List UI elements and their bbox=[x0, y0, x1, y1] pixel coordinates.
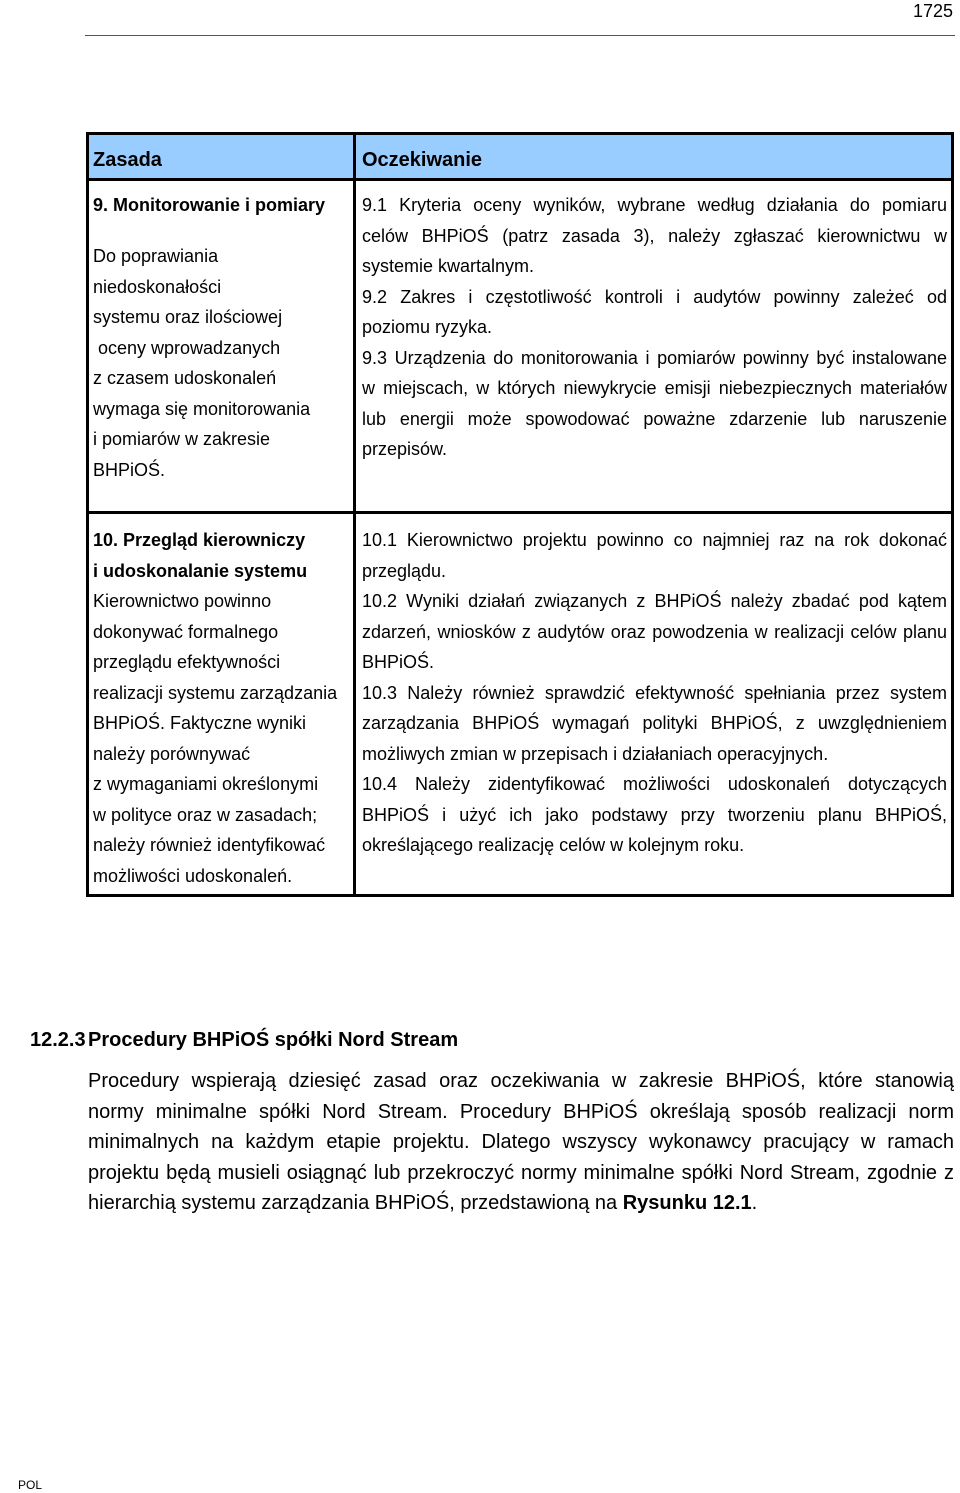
principle-text bbox=[93, 241, 351, 485]
page-number: 1725 bbox=[912, 1, 953, 21]
expectation-line: 10.1 Kierownictwo projektu powinno co najmniej raz na rok dokonać bbox=[362, 530, 947, 550]
expectation-line: systemie kwartalnym. bbox=[362, 256, 535, 276]
paragraph-text: hierarchią systemu zarządzania BHPiOŚ, przedstawioną na bbox=[88, 1192, 623, 1214]
principle-title: 9. Monitorowanie i pomiary bbox=[93, 195, 326, 215]
expectations-cell-10 bbox=[362, 525, 947, 861]
paragraph-line: Procedury wspierają dziesięć zasad oraz oczekiwania w zakresie BHPiOŚ, które stanowią bbox=[88, 1070, 954, 1092]
expectation-line: poziomu ryzyka. bbox=[362, 317, 493, 337]
expectation-9-3 bbox=[362, 343, 947, 465]
table-header-divider bbox=[86, 178, 954, 181]
expectation-line: określającego realizację celów w kolejnym roku. bbox=[362, 835, 745, 855]
principle-text-line: z czasem udoskonaleń bbox=[93, 368, 277, 388]
principle-text-line: należy również identyfikować bbox=[93, 835, 326, 855]
principle-text-line: i pomiarów w zakresie bbox=[93, 429, 271, 449]
figure-reference: Rysunku 12.1 bbox=[622, 1192, 752, 1214]
expectation-line: BHPiOŚ. bbox=[362, 652, 435, 672]
principle-text-line: należy porównywać bbox=[93, 743, 251, 764]
expectation-line: przepisów. bbox=[362, 439, 448, 459]
principle-text-line: systemu oraz ilościowej bbox=[93, 307, 283, 327]
principle-cell-9 bbox=[93, 190, 351, 485]
principle-text-line: w polityce oraz w zasadach; bbox=[93, 804, 318, 825]
expectation-line: zdarzeń, wniosków z audytów oraz powodzenia w realizacji celów planu bbox=[362, 621, 947, 642]
expectation-line: 9.2 Zakres i częstotliwość kontroli i audytów powinny zależeć od bbox=[362, 286, 947, 307]
expectation-line: zarządzania BHPiOŚ wymagań polityki BHPiOŚ, z uwzględnieniem bbox=[362, 713, 947, 733]
principle-text-line: Do poprawiania bbox=[93, 246, 219, 266]
table-row-divider bbox=[86, 511, 954, 514]
principle-text-line: BHPiOŚ. bbox=[93, 459, 166, 480]
expectation-10-2 bbox=[362, 586, 947, 678]
expectation-line: 9.1 Kryteria oceny wyników, wybrane według działania do pomiaru bbox=[362, 195, 947, 215]
principle-title: i udoskonalanie systemu bbox=[93, 560, 308, 581]
expectation-9-2 bbox=[362, 282, 947, 343]
principle-text-line: przeglądu efektywności bbox=[93, 652, 281, 672]
header-rule bbox=[85, 35, 955, 36]
principle-text-line: z wymaganiami określonymi bbox=[93, 774, 319, 794]
paragraph-line-last bbox=[88, 1188, 954, 1219]
section-number: 12.2.3 bbox=[30, 1029, 86, 1051]
paragraph-line: minimalnych na każdym etapie projektu. Dlatego wszyscy wykonawcy pracujący w ramach bbox=[88, 1131, 954, 1153]
principle-text-line: dokonywać formalnego bbox=[93, 621, 279, 642]
column-header-principle: Zasada bbox=[93, 149, 162, 171]
expectation-line: możliwych zmian w przepisach i działaniach operacyjnych. bbox=[362, 743, 829, 764]
paragraph-line: normy minimalne spółki Nord Stream. Procedury BHPiOŚ określają sposób realizacji norm bbox=[88, 1100, 954, 1123]
section-paragraph bbox=[88, 1066, 954, 1219]
section-title: Procedury BHPiOŚ spółki Nord Stream bbox=[88, 1029, 459, 1051]
principle-text-line: możliwości udoskonaleń. bbox=[93, 865, 293, 886]
expectation-line: 10.4 Należy zidentyfikować możliwości udoskonaleń dotyczących bbox=[362, 774, 947, 794]
principle-text-line: Kierownictwo powinno bbox=[93, 591, 272, 611]
principle-text-line: oceny wprowadzanych bbox=[93, 337, 281, 358]
paragraph-line: projektu będą musieli osiągnąć lub przekroczyć normy minimalne spółki Nord Stream, zgodnie z bbox=[88, 1161, 954, 1184]
expectation-line: przeglądu. bbox=[362, 560, 447, 581]
expectation-9-1 bbox=[362, 190, 947, 282]
expectation-10-4 bbox=[362, 769, 947, 861]
principle-text-line: wymaga się monitorowania bbox=[93, 398, 311, 419]
column-header-expectations: Oczekiwanie bbox=[362, 149, 483, 171]
expectations-cell-9 bbox=[362, 190, 947, 465]
principle-text-line: realizacji systemu zarządzania bbox=[93, 682, 338, 703]
footer-language-code: POL bbox=[18, 1478, 43, 1492]
expectation-10-1 bbox=[362, 525, 947, 586]
principle-text-line: BHPiOŚ. Faktyczne wyniki bbox=[93, 713, 307, 733]
principle-text-line: niedoskonałości bbox=[93, 276, 222, 297]
expectation-line: lub energii może spowodować poważne zdarzenie lub naruszenie bbox=[362, 408, 947, 429]
expectation-10-3 bbox=[362, 678, 947, 770]
expectation-line: w miejscach, w których niewykrycie emisji niebezpiecznych materiałów bbox=[362, 378, 947, 398]
principle-cell-10 bbox=[93, 525, 351, 891]
expectation-line: 10.3 Należy również sprawdzić efektywność spełniania przez system bbox=[362, 682, 947, 703]
expectation-line: celów BHPiOŚ (patrz zasada 3), należy zgłaszać kierownictwu w bbox=[362, 225, 947, 246]
paragraph-end: . bbox=[751, 1192, 758, 1214]
table-column-divider bbox=[353, 132, 356, 897]
expectation-line: BHPiOŚ i użyć ich jako podstawy przy tworzeniu planu BHPiOŚ, bbox=[362, 804, 947, 825]
expectation-line: 9.3 Urządzenia do monitorowania i pomiarów powinny być instalowane bbox=[362, 347, 947, 368]
expectation-line: 10.2 Wyniki działań związanych z BHPiOŚ należy zbadać pod kątem bbox=[362, 591, 947, 611]
principle-title: 10. Przegląd kierowniczy bbox=[93, 530, 306, 550]
